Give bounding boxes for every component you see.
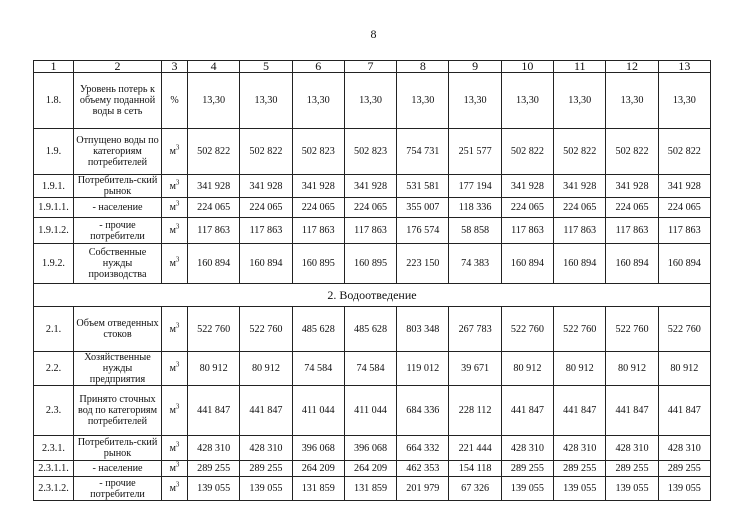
row-unit — [162, 129, 188, 175]
value-cell: 341 928 — [554, 175, 606, 198]
value-cell: 502 822 — [188, 129, 240, 175]
value-cell: 441 847 — [606, 386, 658, 436]
value-cell: 485 628 — [292, 307, 344, 352]
row-name: Принято сточных вод по категориям потребителей — [74, 386, 162, 436]
unit-exponent: 3 — [175, 321, 180, 330]
value-cell: 396 068 — [344, 436, 396, 461]
row-code: 1.9.2. — [34, 244, 74, 284]
value-cell: 177 194 — [449, 175, 501, 198]
value-cell: 251 577 — [449, 129, 501, 175]
row-name: Отпущено воды по категориям потребителей — [74, 129, 162, 175]
value-cell: 117 863 — [188, 218, 240, 244]
value-cell: 80 912 — [188, 352, 240, 386]
column-header: 1 — [34, 61, 74, 73]
value-cell: 117 863 — [344, 218, 396, 244]
value-cell: 502 822 — [554, 129, 606, 175]
value-cell: 224 065 — [606, 198, 658, 218]
value-cell: 502 823 — [344, 129, 396, 175]
value-cell: 160 894 — [606, 244, 658, 284]
value-cell: 289 255 — [606, 461, 658, 477]
table-row — [34, 307, 711, 352]
value-cell: 117 863 — [240, 218, 292, 244]
value-cell: 117 863 — [658, 218, 710, 244]
table-row — [34, 461, 711, 477]
value-cell: 224 065 — [501, 198, 553, 218]
value-cell: 139 055 — [188, 477, 240, 501]
value-cell: 341 928 — [606, 175, 658, 198]
unit-exponent: 3 — [175, 222, 180, 231]
column-header: 12 — [606, 61, 658, 73]
value-cell: 80 912 — [658, 352, 710, 386]
row-code: 1.9.1.1. — [34, 198, 74, 218]
value-cell: 119 012 — [397, 352, 449, 386]
value-cell: 223 150 — [397, 244, 449, 284]
table-row — [34, 352, 711, 386]
value-cell: 139 055 — [606, 477, 658, 501]
value-cell: 341 928 — [240, 175, 292, 198]
column-header: 2 — [74, 61, 162, 73]
row-name: - прочие потребители — [74, 477, 162, 501]
section-title: 2. Водоотведение — [34, 284, 711, 307]
page-number: 8 — [370, 27, 377, 41]
row-code: 2.3.1.2. — [34, 477, 74, 501]
unit-exponent: 3 — [175, 255, 180, 264]
row-name: - население — [74, 461, 162, 477]
value-cell: 264 209 — [292, 461, 344, 477]
row-unit — [162, 436, 188, 461]
value-cell: 441 847 — [501, 386, 553, 436]
value-cell: 531 581 — [397, 175, 449, 198]
row-code: 1.9. — [34, 129, 74, 175]
row-code: 2.2. — [34, 352, 74, 386]
unit-label: м — [169, 146, 176, 157]
unit-label: м — [169, 363, 176, 374]
value-cell: 502 822 — [606, 129, 658, 175]
value-cell: 224 065 — [658, 198, 710, 218]
row-name: Потребитель-ский рынок — [74, 436, 162, 461]
row-name: Потребитель-ский рынок — [74, 175, 162, 198]
value-cell: 80 912 — [240, 352, 292, 386]
value-cell: 74 584 — [344, 352, 396, 386]
value-cell: 117 863 — [292, 218, 344, 244]
row-name: Хозяйственные нужды предприятия — [74, 352, 162, 386]
unit-label: м — [169, 202, 176, 213]
value-cell: 428 310 — [606, 436, 658, 461]
value-cell: 224 065 — [240, 198, 292, 218]
value-cell: 485 628 — [344, 307, 396, 352]
column-header: 9 — [449, 61, 501, 73]
value-cell: 289 255 — [188, 461, 240, 477]
value-cell: 160 895 — [344, 244, 396, 284]
value-cell: 502 822 — [501, 129, 553, 175]
value-cell: 160 894 — [240, 244, 292, 284]
value-cell: 522 760 — [501, 307, 553, 352]
value-cell: 428 310 — [501, 436, 553, 461]
value-cell: 289 255 — [240, 461, 292, 477]
value-cell: 117 863 — [554, 218, 606, 244]
row-name: - население — [74, 198, 162, 218]
unit-exponent: 3 — [175, 143, 180, 152]
value-cell: 441 847 — [658, 386, 710, 436]
value-cell: 224 065 — [344, 198, 396, 218]
row-code: 2.3. — [34, 386, 74, 436]
table-row — [34, 244, 711, 284]
value-cell: 13,30 — [554, 73, 606, 129]
row-name: Объем отведенных стоков — [74, 307, 162, 352]
row-unit — [162, 386, 188, 436]
table-row — [34, 386, 711, 436]
row-unit — [162, 352, 188, 386]
row-name: - прочие потребители — [74, 218, 162, 244]
value-cell: 13,30 — [188, 73, 240, 129]
value-cell: 441 847 — [188, 386, 240, 436]
row-unit — [162, 73, 188, 129]
value-cell: 522 760 — [240, 307, 292, 352]
column-header: 5 — [240, 61, 292, 73]
value-cell: 664 332 — [397, 436, 449, 461]
value-cell: 67 326 — [449, 477, 501, 501]
value-cell: 13,30 — [449, 73, 501, 129]
value-cell: 411 044 — [292, 386, 344, 436]
row-code: 2.1. — [34, 307, 74, 352]
value-cell: 13,30 — [292, 73, 344, 129]
unit-exponent: 3 — [175, 440, 180, 449]
value-cell: 201 979 — [397, 477, 449, 501]
column-header: 3 — [162, 61, 188, 73]
value-cell: 160 894 — [188, 244, 240, 284]
value-cell: 80 912 — [606, 352, 658, 386]
row-name: Уровень потерь к объему поданной воды в сеть — [74, 73, 162, 129]
unit-label: м — [169, 225, 176, 236]
value-cell: 428 310 — [658, 436, 710, 461]
unit-exponent: 3 — [175, 199, 180, 208]
section-row — [34, 284, 711, 307]
value-cell: 80 912 — [501, 352, 553, 386]
value-cell: 118 336 — [449, 198, 501, 218]
value-cell: 224 065 — [554, 198, 606, 218]
value-cell: 131 859 — [344, 477, 396, 501]
value-cell: 355 007 — [397, 198, 449, 218]
value-cell: 13,30 — [606, 73, 658, 129]
row-code: 1.8. — [34, 73, 74, 129]
unit-label: м — [169, 463, 176, 474]
unit-exponent: 3 — [175, 480, 180, 489]
row-name: Собственные нужды производства — [74, 244, 162, 284]
value-cell: 684 336 — [397, 386, 449, 436]
value-cell: 13,30 — [658, 73, 710, 129]
row-unit — [162, 218, 188, 244]
column-header: 4 — [188, 61, 240, 73]
value-cell: 13,30 — [344, 73, 396, 129]
value-cell: 502 822 — [240, 129, 292, 175]
value-cell: 221 444 — [449, 436, 501, 461]
value-cell: 428 310 — [188, 436, 240, 461]
value-cell: 522 760 — [554, 307, 606, 352]
value-cell: 176 574 — [397, 218, 449, 244]
column-header: 7 — [344, 61, 396, 73]
value-cell: 224 065 — [292, 198, 344, 218]
value-cell: 228 112 — [449, 386, 501, 436]
value-cell: 117 863 — [501, 218, 553, 244]
value-cell: 80 912 — [554, 352, 606, 386]
value-cell: 39 671 — [449, 352, 501, 386]
row-code: 2.3.1. — [34, 436, 74, 461]
row-code: 1.9.1. — [34, 175, 74, 198]
value-cell: 139 055 — [554, 477, 606, 501]
value-cell: 411 044 — [344, 386, 396, 436]
value-cell: 13,30 — [501, 73, 553, 129]
unit-label: м — [169, 323, 176, 335]
row-unit — [162, 198, 188, 218]
column-header: 10 — [501, 61, 553, 73]
value-cell: 160 895 — [292, 244, 344, 284]
value-cell: 13,30 — [397, 73, 449, 129]
unit-label: м — [169, 180, 176, 192]
value-cell: 341 928 — [292, 175, 344, 198]
value-cell: 131 859 — [292, 477, 344, 501]
column-header: 6 — [292, 61, 344, 73]
value-cell: 160 894 — [658, 244, 710, 284]
value-cell: 74 584 — [292, 352, 344, 386]
value-cell: 117 863 — [606, 218, 658, 244]
table-row — [34, 198, 711, 218]
table-row — [34, 218, 711, 244]
unit-label: м — [169, 405, 176, 416]
value-cell: 522 760 — [658, 307, 710, 352]
row-unit — [162, 175, 188, 198]
unit-label: м — [169, 442, 176, 454]
header-row — [34, 61, 711, 73]
unit-exponent: 3 — [175, 360, 180, 369]
value-cell: 160 894 — [501, 244, 553, 284]
value-cell: 289 255 — [554, 461, 606, 477]
row-unit — [162, 307, 188, 352]
row-unit — [162, 461, 188, 477]
value-cell: 341 928 — [501, 175, 553, 198]
value-cell: 428 310 — [240, 436, 292, 461]
value-cell: 396 068 — [292, 436, 344, 461]
table-row — [34, 73, 711, 129]
value-cell: 154 118 — [449, 461, 501, 477]
value-cell: 58 858 — [449, 218, 501, 244]
value-cell: 441 847 — [240, 386, 292, 436]
unit-label: % — [170, 95, 179, 106]
value-cell: 224 065 — [188, 198, 240, 218]
unit-label: м — [169, 483, 176, 494]
value-cell: 754 731 — [397, 129, 449, 175]
value-cell: 139 055 — [501, 477, 553, 501]
value-cell: 522 760 — [188, 307, 240, 352]
value-cell: 289 255 — [658, 461, 710, 477]
unit-exponent: 3 — [175, 402, 180, 411]
value-cell: 441 847 — [554, 386, 606, 436]
data-table — [33, 60, 711, 501]
value-cell: 522 760 — [606, 307, 658, 352]
value-cell: 502 822 — [658, 129, 710, 175]
value-cell: 264 209 — [344, 461, 396, 477]
column-header: 13 — [658, 61, 710, 73]
row-code: 1.9.1.2. — [34, 218, 74, 244]
column-header: 11 — [554, 61, 606, 73]
unit-exponent: 3 — [175, 178, 180, 187]
table-row — [34, 175, 711, 198]
value-cell: 428 310 — [554, 436, 606, 461]
table-row — [34, 129, 711, 175]
value-cell: 139 055 — [240, 477, 292, 501]
value-cell: 13,30 — [240, 73, 292, 129]
value-cell: 341 928 — [344, 175, 396, 198]
value-cell: 160 894 — [554, 244, 606, 284]
value-cell: 74 383 — [449, 244, 501, 284]
value-cell: 267 783 — [449, 307, 501, 352]
row-unit — [162, 244, 188, 284]
value-cell: 462 353 — [397, 461, 449, 477]
value-cell: 289 255 — [501, 461, 553, 477]
row-unit — [162, 477, 188, 501]
unit-exponent: 3 — [175, 460, 180, 469]
table-row — [34, 477, 711, 501]
table-row — [34, 436, 711, 461]
unit-label: м — [169, 258, 176, 269]
value-cell: 139 055 — [658, 477, 710, 501]
value-cell: 341 928 — [188, 175, 240, 198]
value-cell: 502 823 — [292, 129, 344, 175]
value-cell: 341 928 — [658, 175, 710, 198]
value-cell: 803 348 — [397, 307, 449, 352]
column-header: 8 — [397, 61, 449, 73]
row-code: 2.3.1.1. — [34, 461, 74, 477]
